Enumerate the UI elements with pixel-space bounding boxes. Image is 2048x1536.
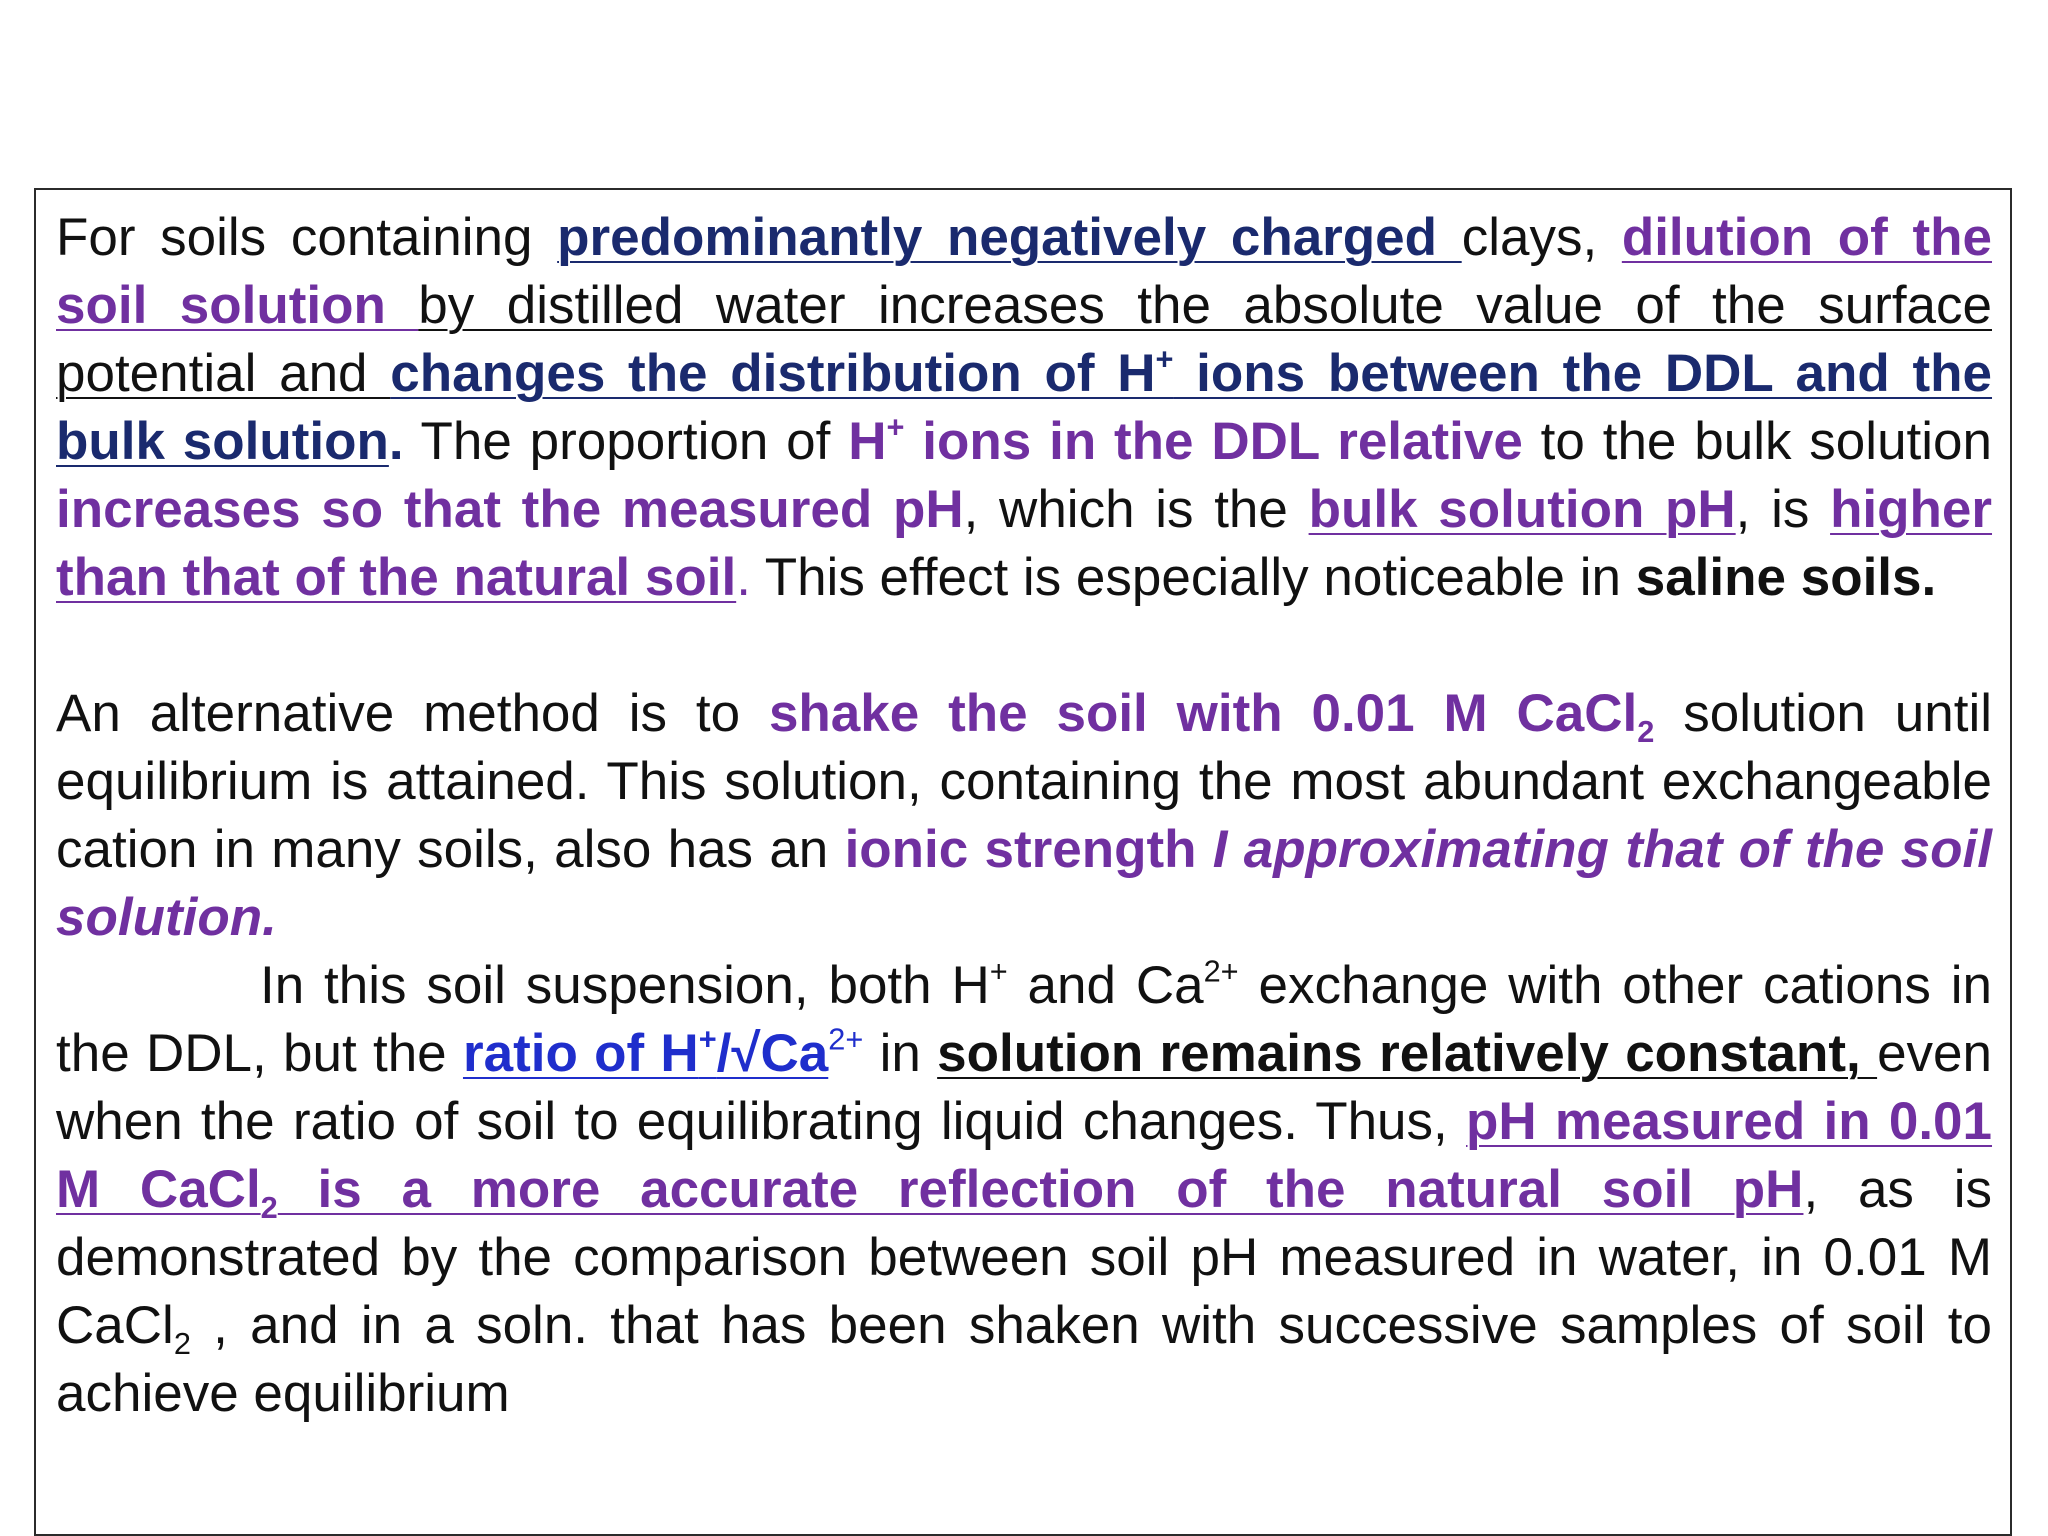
- p1-highlight-h-ions: [848, 409, 1523, 471]
- p2-text: solution until equilibrium is attained. This solution, containing the most abundant exchangeable cation in many soils, also has an: [56, 684, 1992, 879]
- p3-text: In this soil suspension, both H: [260, 956, 990, 1015]
- p1-h-text: H: [848, 412, 887, 471]
- p2-highlight-approx: I approximating that of the soil solution.: [56, 820, 1992, 947]
- p1-period: .: [736, 548, 751, 607]
- p3-accurate-text: pH measured in 0.01 M CaCl: [56, 1092, 1993, 1219]
- p1-distribution-text: ions between the DDL and the bulk solution: [56, 344, 1993, 471]
- p3-text: exchange with other cations in the DDL, but the: [56, 956, 1992, 1083]
- p1-text: The proportion of: [403, 412, 849, 471]
- slide-content: [56, 204, 1992, 1428]
- p2-shake-text: shake the soil with 0.01 M CaCl: [768, 684, 1638, 743]
- subscript: 2: [1637, 713, 1655, 749]
- p3-ratio-text: ratio of H: [462, 1024, 699, 1083]
- p1-highlight-saline: saline soils.: [1635, 548, 1937, 607]
- p3-accurate-text: is a more accurate reflection of the natural soil pH: [277, 1160, 1804, 1219]
- p1-highlight-dilution: dilution of the soil solution: [56, 208, 1992, 335]
- superscript: +: [1155, 341, 1174, 377]
- paragraph-2: [56, 680, 1992, 952]
- p1-highlight-bulk-ph: bulk solution pH: [1308, 480, 1736, 539]
- p1-highlight-negatively-charged: predominantly negatively charged: [557, 208, 1462, 267]
- p3-highlight-ratio: [462, 1021, 829, 1083]
- p2-highlight-ionic: ionic strength: [844, 820, 1213, 879]
- superscript: +: [989, 953, 1008, 989]
- subscript: 2: [173, 1325, 191, 1361]
- p2-highlight-shake: [768, 684, 1655, 749]
- superscript: +: [886, 409, 905, 445]
- p1-period: .: [388, 412, 404, 471]
- p1-text-underlined: by distilled water increases the absolute value of the surface potential and: [56, 276, 1992, 403]
- p1-distribution-text: changes the distribution of H: [390, 344, 1156, 403]
- subscript: 2: [260, 1189, 278, 1225]
- paragraph-1: [56, 204, 1992, 612]
- p3-text: , as is demonstrated by the comparison between soil pH measured in water, in 0.01 M CaCl: [56, 1160, 1992, 1355]
- p2-text: An alternative method is to: [56, 684, 769, 743]
- superscript: 2+: [828, 1021, 864, 1057]
- paragraph-gap: [56, 612, 1992, 680]
- p1-text: This effect is especially noticeable in: [750, 548, 1636, 607]
- p1-text: , is: [1735, 480, 1831, 539]
- p1-text: to the bulk solution: [1522, 412, 1992, 471]
- p3-text: even when the ratio of soil to equilibrating liquid changes. Thus,: [56, 1024, 1993, 1151]
- superscript: 2+: [1203, 953, 1239, 989]
- p1-text: , which is the: [963, 480, 1309, 539]
- p1-highlight-measured-ph: increases so that the measured pH: [56, 480, 964, 539]
- p3-highlight-constant: solution remains relatively constant,: [937, 1024, 1878, 1083]
- superscript: +: [698, 1021, 717, 1057]
- text-frame: [34, 188, 2012, 1536]
- p1-h-text: ions in the DDL relative: [904, 412, 1523, 471]
- p3-ratio-text: /√Ca: [716, 1024, 829, 1083]
- p1-highlight-higher: higher than that of the natural soil: [56, 480, 1993, 607]
- p3-text: , and in a soln. that has been shaken with successive samples of soil to achieve equilibrium: [56, 1296, 1992, 1423]
- paragraph-3: [56, 952, 1992, 1428]
- p1-text: clays,: [1461, 208, 1622, 267]
- p1-text: For soils containing: [56, 208, 558, 267]
- p3-text: and Ca: [1007, 956, 1204, 1015]
- p3-text: in: [863, 1024, 938, 1083]
